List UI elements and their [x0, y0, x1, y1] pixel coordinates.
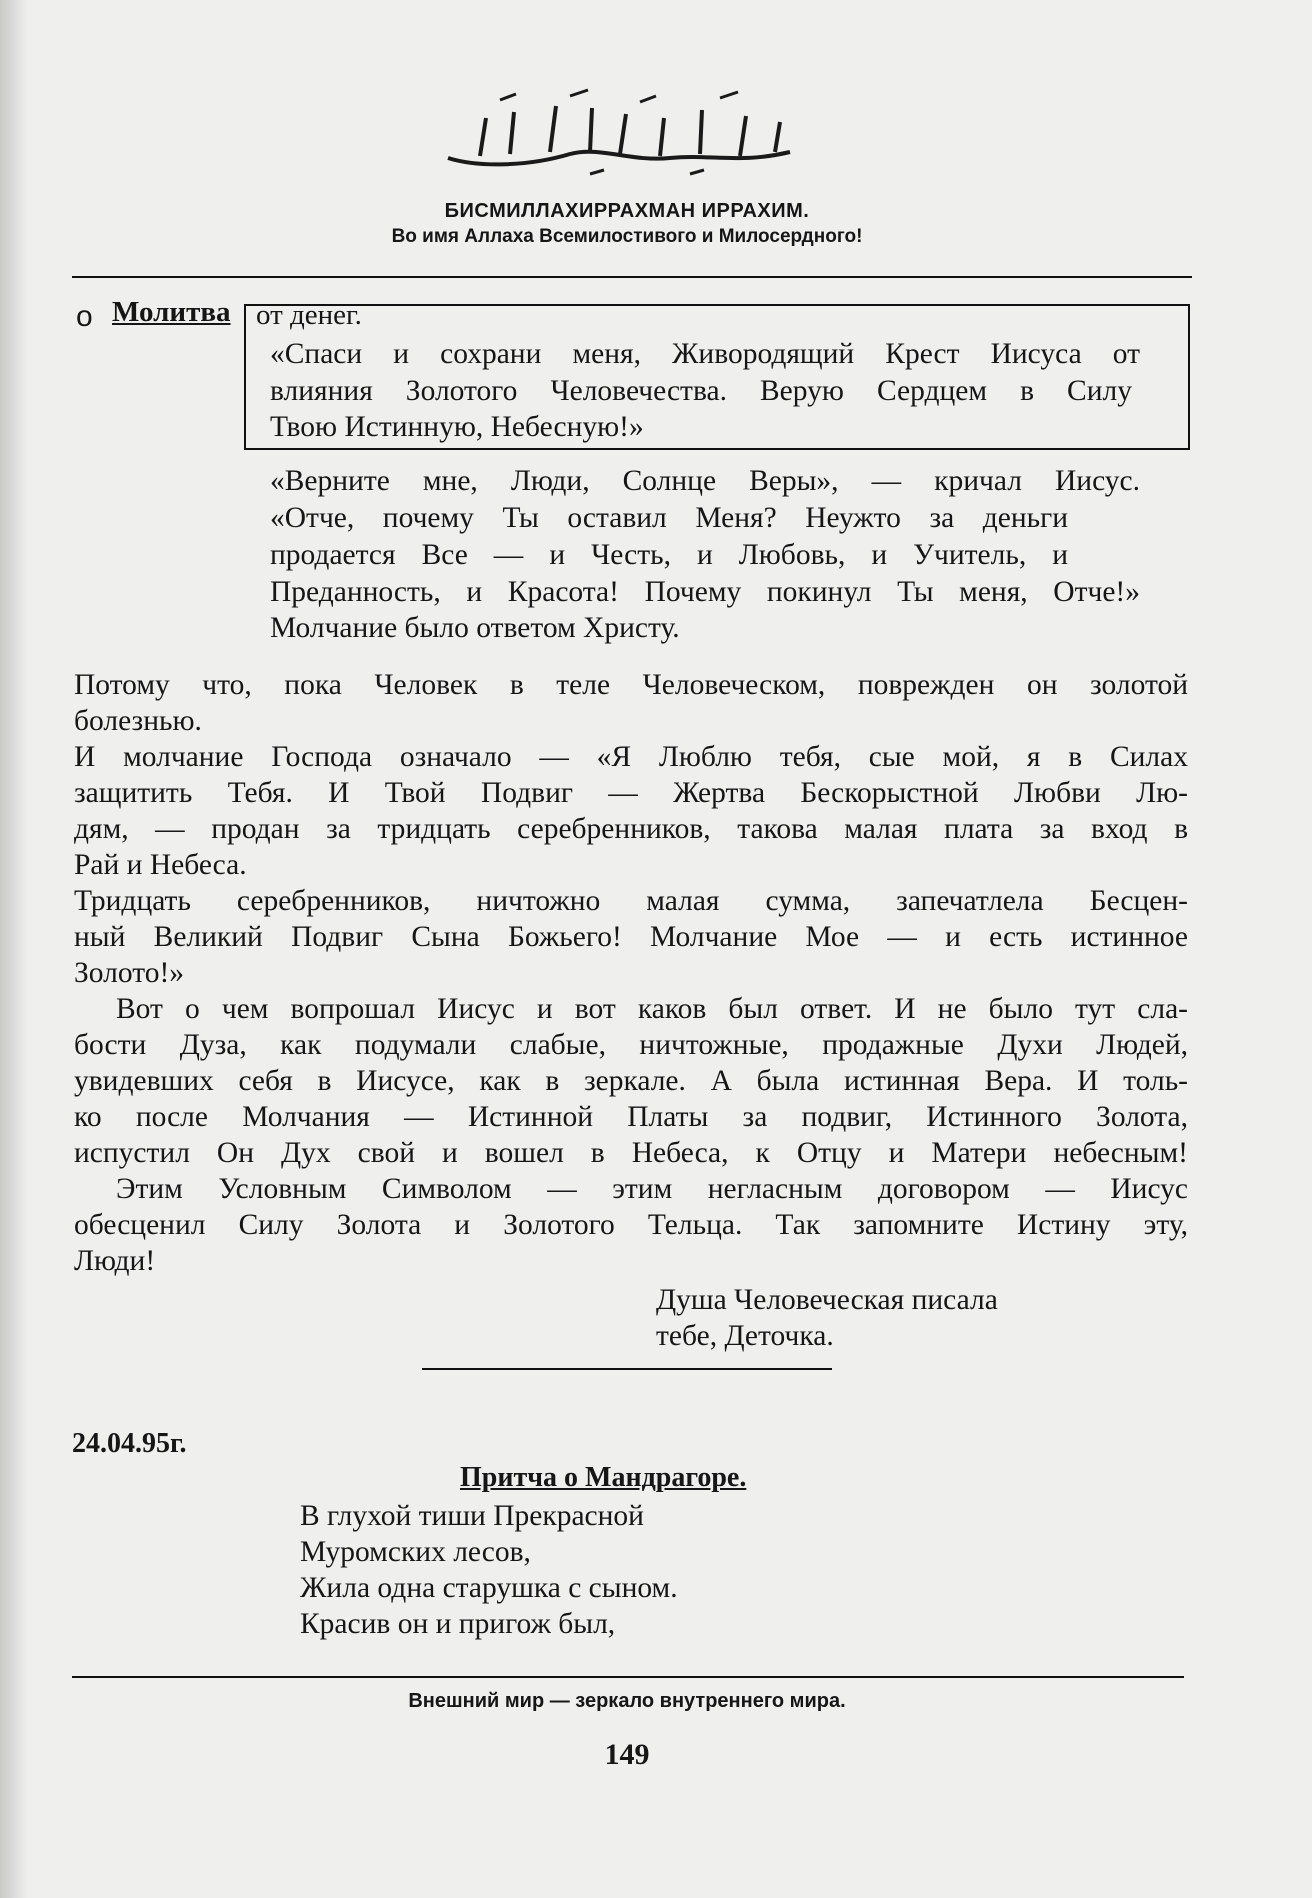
body-line: Потому что, пока Человек в теле Человеческом, поврежден он золотой: [74, 669, 1188, 701]
prayer-line: «Спаси и сохрани меня, Живородящий Крест Иисуса от: [270, 338, 1140, 370]
parable-line: Жила одна старушка с сыном.: [300, 1572, 678, 1604]
body-line: обесценил Силу Золота и Золотого Тельца. Так запомните Истину эту,: [74, 1209, 1188, 1241]
page-number: 149: [604, 1738, 650, 1771]
parable-line: В глухой тиши Прекрасной: [300, 1500, 644, 1532]
body-line: ко после Молчания — Истинной Платы за подвиг, Истинного Золота,: [74, 1101, 1188, 1133]
section-divider: [422, 1368, 832, 1370]
body-line: ный Великий Подвиг Сына Божьего! Молчание Мое — и есть истинное: [74, 921, 1188, 953]
quote-line: «Отче, почему Ты оставил Меня? Неужто за деньги: [270, 502, 1068, 534]
page-edge-shadow: [0, 0, 28, 1898]
prayer-line: Твою Истинную, Небесную!»: [270, 411, 644, 443]
parable-title: Притча о Мандрагоре.: [460, 1462, 747, 1493]
body-line: Этим Условным Символом — этим негласным договором — Иисус: [116, 1173, 1188, 1205]
body-line: Золото!»: [74, 957, 185, 989]
body-line: Вот о чем вопрошал Иисус и вот каков был ответ. И не было тут сла-: [116, 993, 1188, 1025]
body-line: Рай и Небеса.: [74, 849, 247, 881]
body-line: Тридцать серебренников, ничтожно малая сумма, запечатлела Бесцен-: [74, 885, 1188, 917]
body-line: увидевших себя в Иисусе, как в зеркале. А была истинная Вера. И толь-: [74, 1065, 1188, 1097]
prayer-bullet: o: [76, 300, 93, 333]
footer-motto: Внешний мир — зеркало внутреннего мира.: [408, 1690, 846, 1712]
footer-divider: [72, 1676, 1184, 1678]
parable-line: Муромских лесов,: [300, 1536, 531, 1568]
prayer-label: Молитва: [112, 296, 231, 328]
body-line: болезнью.: [74, 705, 202, 737]
body-line: Люди!: [74, 1245, 156, 1277]
entry-date: 24.04.95г.: [72, 1428, 187, 1459]
quote-line: Преданность, и Красота! Почему покинул Ты меня, Отче!»: [270, 576, 1140, 608]
parable-line: Красив он и пригож был,: [300, 1608, 616, 1640]
header-title: БИСМИЛЛАХИРРАХМАН ИРРАХИМ.: [444, 200, 810, 222]
body-line: защитить Тебя. И Твой Подвиг — Жертва Бескорыстной Любви Лю-: [74, 777, 1188, 809]
header-subtitle: Во имя Аллаха Всемилостивого и Милосердного!: [391, 226, 863, 247]
signature-line: Душа Человеческая писала: [656, 1284, 998, 1316]
prayer-line: влияния Золотого Человечества. Верую Сердцем в Силу: [270, 375, 1132, 407]
quote-line: продается Все — и Честь, и Любовь, и Учитель, и: [270, 539, 1068, 571]
body-line: испустил Он Дух свой и вошел в Небеса, к Отцу и Матери небесным!: [74, 1137, 1188, 1169]
body-line: бости Дуза, как подумали слабые, ничтожные, продажные Духи Людей,: [74, 1029, 1188, 1061]
body-line: дям, — продан за тридцать серебренников, такова малая плата за вход в: [74, 813, 1188, 845]
quote-line: Молчание было ответом Христу.: [270, 612, 680, 644]
body-line: И молчание Господа означало — «Я Люблю тебя, сые мой, я в Силах: [74, 741, 1188, 773]
header-divider: [72, 276, 1192, 278]
basmala-calligraphy: [440, 88, 820, 180]
signature-line: тебе, Деточка.: [656, 1320, 834, 1352]
prayer-title: от денег.: [256, 299, 362, 331]
quote-line: «Верните мне, Люди, Солнце Веры», — кричал Иисус.: [270, 465, 1140, 497]
